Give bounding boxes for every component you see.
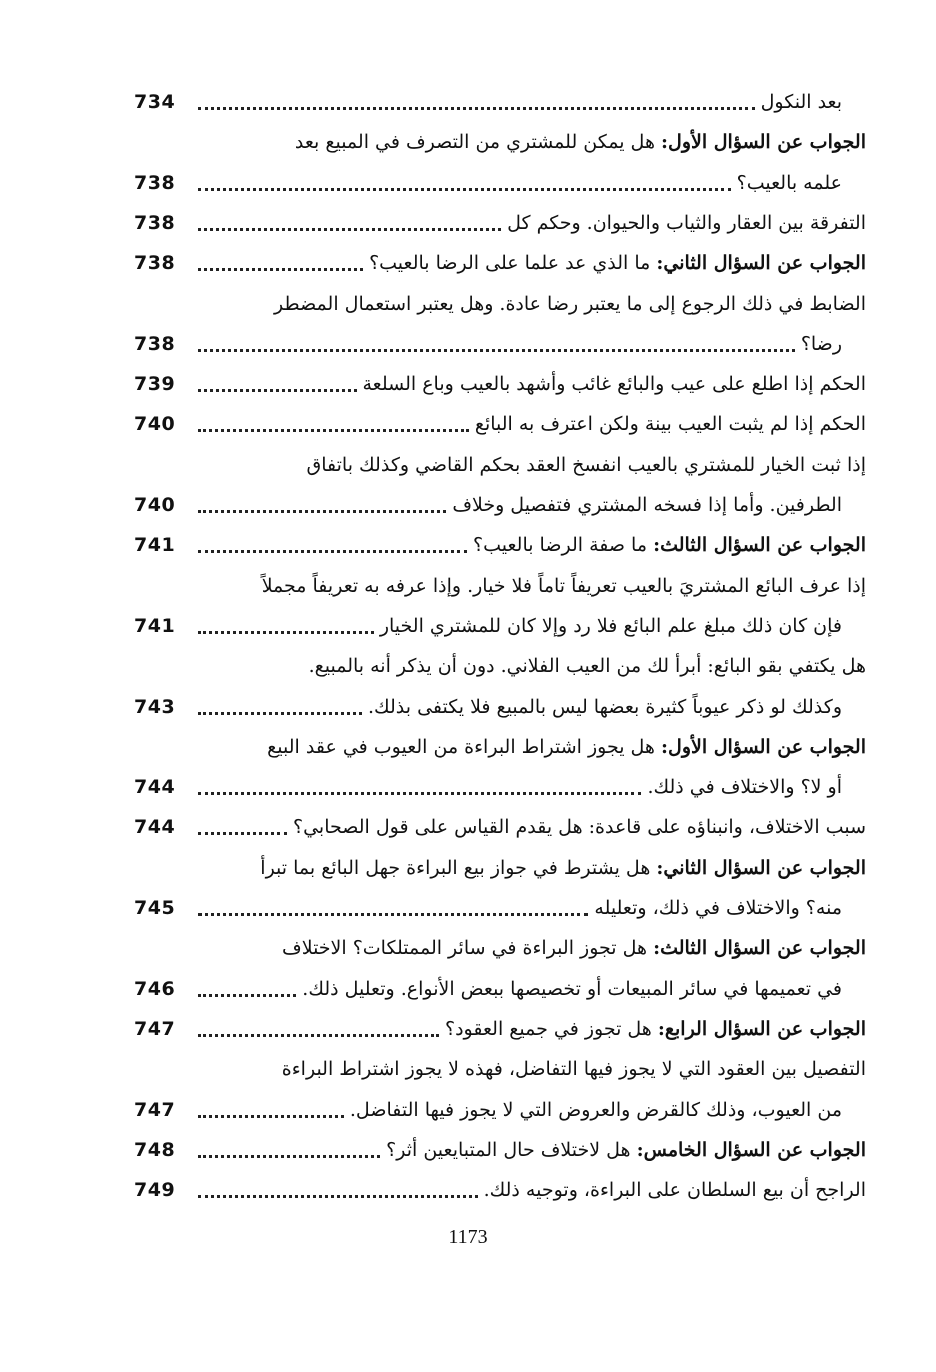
index-line	[134, 767, 866, 807]
entry-body: هل يشترط في جواز بيع البراءة جهل البائع بما تبرأ	[260, 857, 651, 879]
entry-text	[368, 696, 866, 718]
dot-leader	[198, 1032, 439, 1037]
dot-leader	[198, 1113, 344, 1118]
entry-text	[801, 333, 866, 355]
question-label: الجواب عن السؤال الثالث:	[653, 534, 866, 556]
entry-text	[386, 1139, 866, 1161]
entry-text	[134, 1058, 866, 1080]
page-reference: 747	[134, 1099, 176, 1121]
entry-text	[134, 857, 866, 879]
entry-body: هل تجوز في جميع العقود؟	[445, 1018, 652, 1040]
entry-text	[293, 816, 866, 838]
page-reference: 740	[134, 413, 176, 435]
entry-body: إذا ثبت الخيار للمشتري بالعيب انفسخ العقد بحكم القاضي وكذلك باتفاق	[306, 454, 866, 476]
index-line	[134, 445, 866, 485]
page-reference: 738	[134, 212, 176, 234]
dot-leader	[198, 347, 795, 352]
index-line	[134, 203, 866, 243]
index-line	[134, 1009, 866, 1049]
page-reference: 740	[134, 494, 176, 516]
question-label: الجواب عن السؤال الأول:	[661, 736, 866, 758]
question-label: الجواب عن السؤال الثاني:	[656, 857, 866, 879]
dot-leader	[198, 1193, 478, 1198]
dot-leader	[198, 790, 641, 795]
question-label: الجواب عن السؤال الخامس:	[636, 1139, 866, 1161]
index-line	[134, 1049, 866, 1089]
page-reference: 738	[134, 172, 176, 194]
entry-body: وكذلك لو ذكر عيوباً كثيرة بعضها ليس بالمبيع فلا يكتفى بذلك.	[367, 696, 842, 718]
entry-text	[363, 373, 867, 395]
entry-text	[475, 413, 866, 435]
entry-body: الطرفين. وأما إذا فسخه المشتري فتفصيل وخلاف	[452, 494, 842, 516]
page-reference: 744	[134, 816, 176, 838]
entry-text	[452, 494, 866, 516]
entry-text	[134, 736, 866, 758]
index-line	[134, 1090, 866, 1130]
index-line	[134, 364, 866, 404]
index-line	[134, 606, 866, 646]
entry-body: بعد النكول	[760, 91, 842, 113]
index-line	[134, 163, 866, 203]
entry-text	[134, 937, 866, 959]
page-reference: 746	[134, 978, 176, 1000]
entry-text	[302, 978, 866, 1000]
page-reference: 741	[134, 615, 176, 637]
dot-leader	[198, 992, 296, 997]
index-line	[134, 324, 866, 364]
entry-body: التفصيل بين العقود التي لا يجوز فيها التفاضل، فهذه لا يجوز اشتراط البراءة	[281, 1058, 866, 1080]
entry-body: إذا عرف البائع المشتريَ بالعيب تعريفاً تاماً فلا خيار. وإذا عرفه به تعريفاً مجملاً	[261, 575, 866, 597]
entry-body: علمه بالعيب؟	[736, 172, 842, 194]
question-label: الجواب عن السؤال الأول:	[661, 131, 866, 153]
entry-text	[134, 454, 866, 476]
index-line	[134, 82, 866, 122]
dot-leader	[198, 911, 588, 916]
entry-text	[134, 293, 866, 315]
entry-text	[134, 575, 866, 597]
index-line	[134, 888, 866, 928]
entry-text	[761, 91, 866, 113]
dot-leader	[198, 427, 469, 432]
index-line	[134, 687, 866, 727]
entry-body: منه؟ والاختلاف في ذلك، وتعليله	[594, 897, 842, 919]
dot-leader	[198, 387, 357, 392]
index-line	[134, 969, 866, 1009]
page-reference: 744	[134, 776, 176, 798]
page-reference: 739	[134, 373, 176, 395]
dot-leader	[198, 1153, 380, 1158]
entry-body: هل يمكن للمشتري من التصرف في المبيع بعد	[294, 131, 655, 153]
index-line	[134, 646, 866, 686]
dot-leader	[198, 710, 362, 715]
dot-leader	[198, 629, 374, 634]
dot-leader	[198, 548, 467, 553]
index-line	[134, 727, 866, 767]
entry-body: هل يكتفي بقو البائع: أبرأ لك من العيب الفلاني. دون أن يذكر أنه بالمبيع.	[308, 655, 866, 677]
page-reference: 749	[134, 1179, 176, 1201]
entry-text	[445, 1018, 866, 1040]
index-line	[134, 485, 866, 525]
question-label: الجواب عن السؤال الرابع:	[657, 1018, 866, 1040]
index-line	[134, 928, 866, 968]
entry-text	[473, 534, 866, 556]
entry-body: من العيوب، وذلك كالقرض والعروض التي لا يجوز فيها التفاضل.	[349, 1099, 842, 1121]
page-reference: 748	[134, 1139, 176, 1161]
entry-body: الحكم إذا لم يثبت العيب بينة ولكن اعترف به البائع	[474, 413, 866, 435]
entry-body: الراجح أن بيع السلطان على البراءة، وتوجيه ذلك.	[483, 1179, 866, 1201]
entry-body: رضا؟	[800, 333, 842, 355]
entry-text	[369, 252, 866, 274]
entry-text	[380, 615, 866, 637]
entry-body: ما صفة الرضا بالعيب؟	[473, 534, 648, 556]
dot-leader	[198, 830, 287, 835]
entry-body: سبب الاختلاف، وانبناؤه على قاعدة: هل يقدم القياس على قول الصحابي؟	[292, 816, 866, 838]
page-reference: 747	[134, 1018, 176, 1040]
page-number: 1173	[448, 1226, 488, 1248]
page-reference: 734	[134, 91, 176, 113]
entry-text	[507, 212, 866, 234]
dot-leader	[198, 508, 446, 513]
index-line	[134, 122, 866, 162]
entry-body: ما الذي عد علما على الرضا بالعيب؟	[369, 252, 651, 274]
entry-body: في تعميمها في سائر المبيعات أو تخصيصها ببعض الأنواع. وتعليل ذلك.	[302, 978, 842, 1000]
index-line	[134, 1130, 866, 1170]
page-reference: 743	[134, 696, 176, 718]
page-reference: 738	[134, 252, 176, 274]
entry-body: الضابط في ذلك الرجوع إلى ما يعتبر رضا عادة. وهل يعتبر استعمال المضطر	[274, 293, 866, 315]
index-line	[134, 807, 866, 847]
entry-text	[737, 172, 866, 194]
entry-body: هل يجوز اشتراط البراءة من العيوب في عقد البيع	[267, 736, 655, 758]
index-line	[134, 243, 866, 283]
entry-body: الحكم إذا اطلع على عيب والبائع غائب وأشهد بالعيب وباع السلعة	[362, 373, 866, 395]
page-reference: 738	[134, 333, 176, 355]
question-label: الجواب عن السؤال الثاني:	[656, 252, 866, 274]
index-line	[134, 1170, 866, 1210]
dot-leader	[198, 105, 755, 110]
index-line	[134, 404, 866, 444]
dot-leader	[198, 266, 363, 271]
entry-body: هل تجوز البراءة في سائر الممتلكات؟ الاختلاف	[282, 937, 648, 959]
entry-body: التفرقة بين العقار والثياب والحيوان. وحكم كل	[507, 212, 866, 234]
entry-text	[594, 897, 866, 919]
entry-text	[484, 1179, 866, 1201]
index-line	[134, 566, 866, 606]
dot-leader	[198, 186, 731, 191]
dot-leader	[198, 226, 501, 231]
entry-text	[134, 131, 866, 153]
entry-text	[647, 776, 866, 798]
question-label: الجواب عن السؤال الثالث:	[653, 937, 866, 959]
index-line	[134, 848, 866, 888]
entry-text	[134, 655, 866, 677]
entry-text	[350, 1099, 866, 1121]
index-line	[134, 525, 866, 565]
entry-body: أو لا؟ والاختلاف في ذلك.	[647, 776, 842, 798]
index-line	[134, 284, 866, 324]
entry-body: فإن كان ذلك مبلغ علم البائع فلا رد وإلا كان للمشتري الخيار	[379, 615, 842, 637]
page-reference: 741	[134, 534, 176, 556]
page-reference: 745	[134, 897, 176, 919]
entry-body: هل لاختلاف حال المتبايعين أثر؟	[386, 1139, 631, 1161]
